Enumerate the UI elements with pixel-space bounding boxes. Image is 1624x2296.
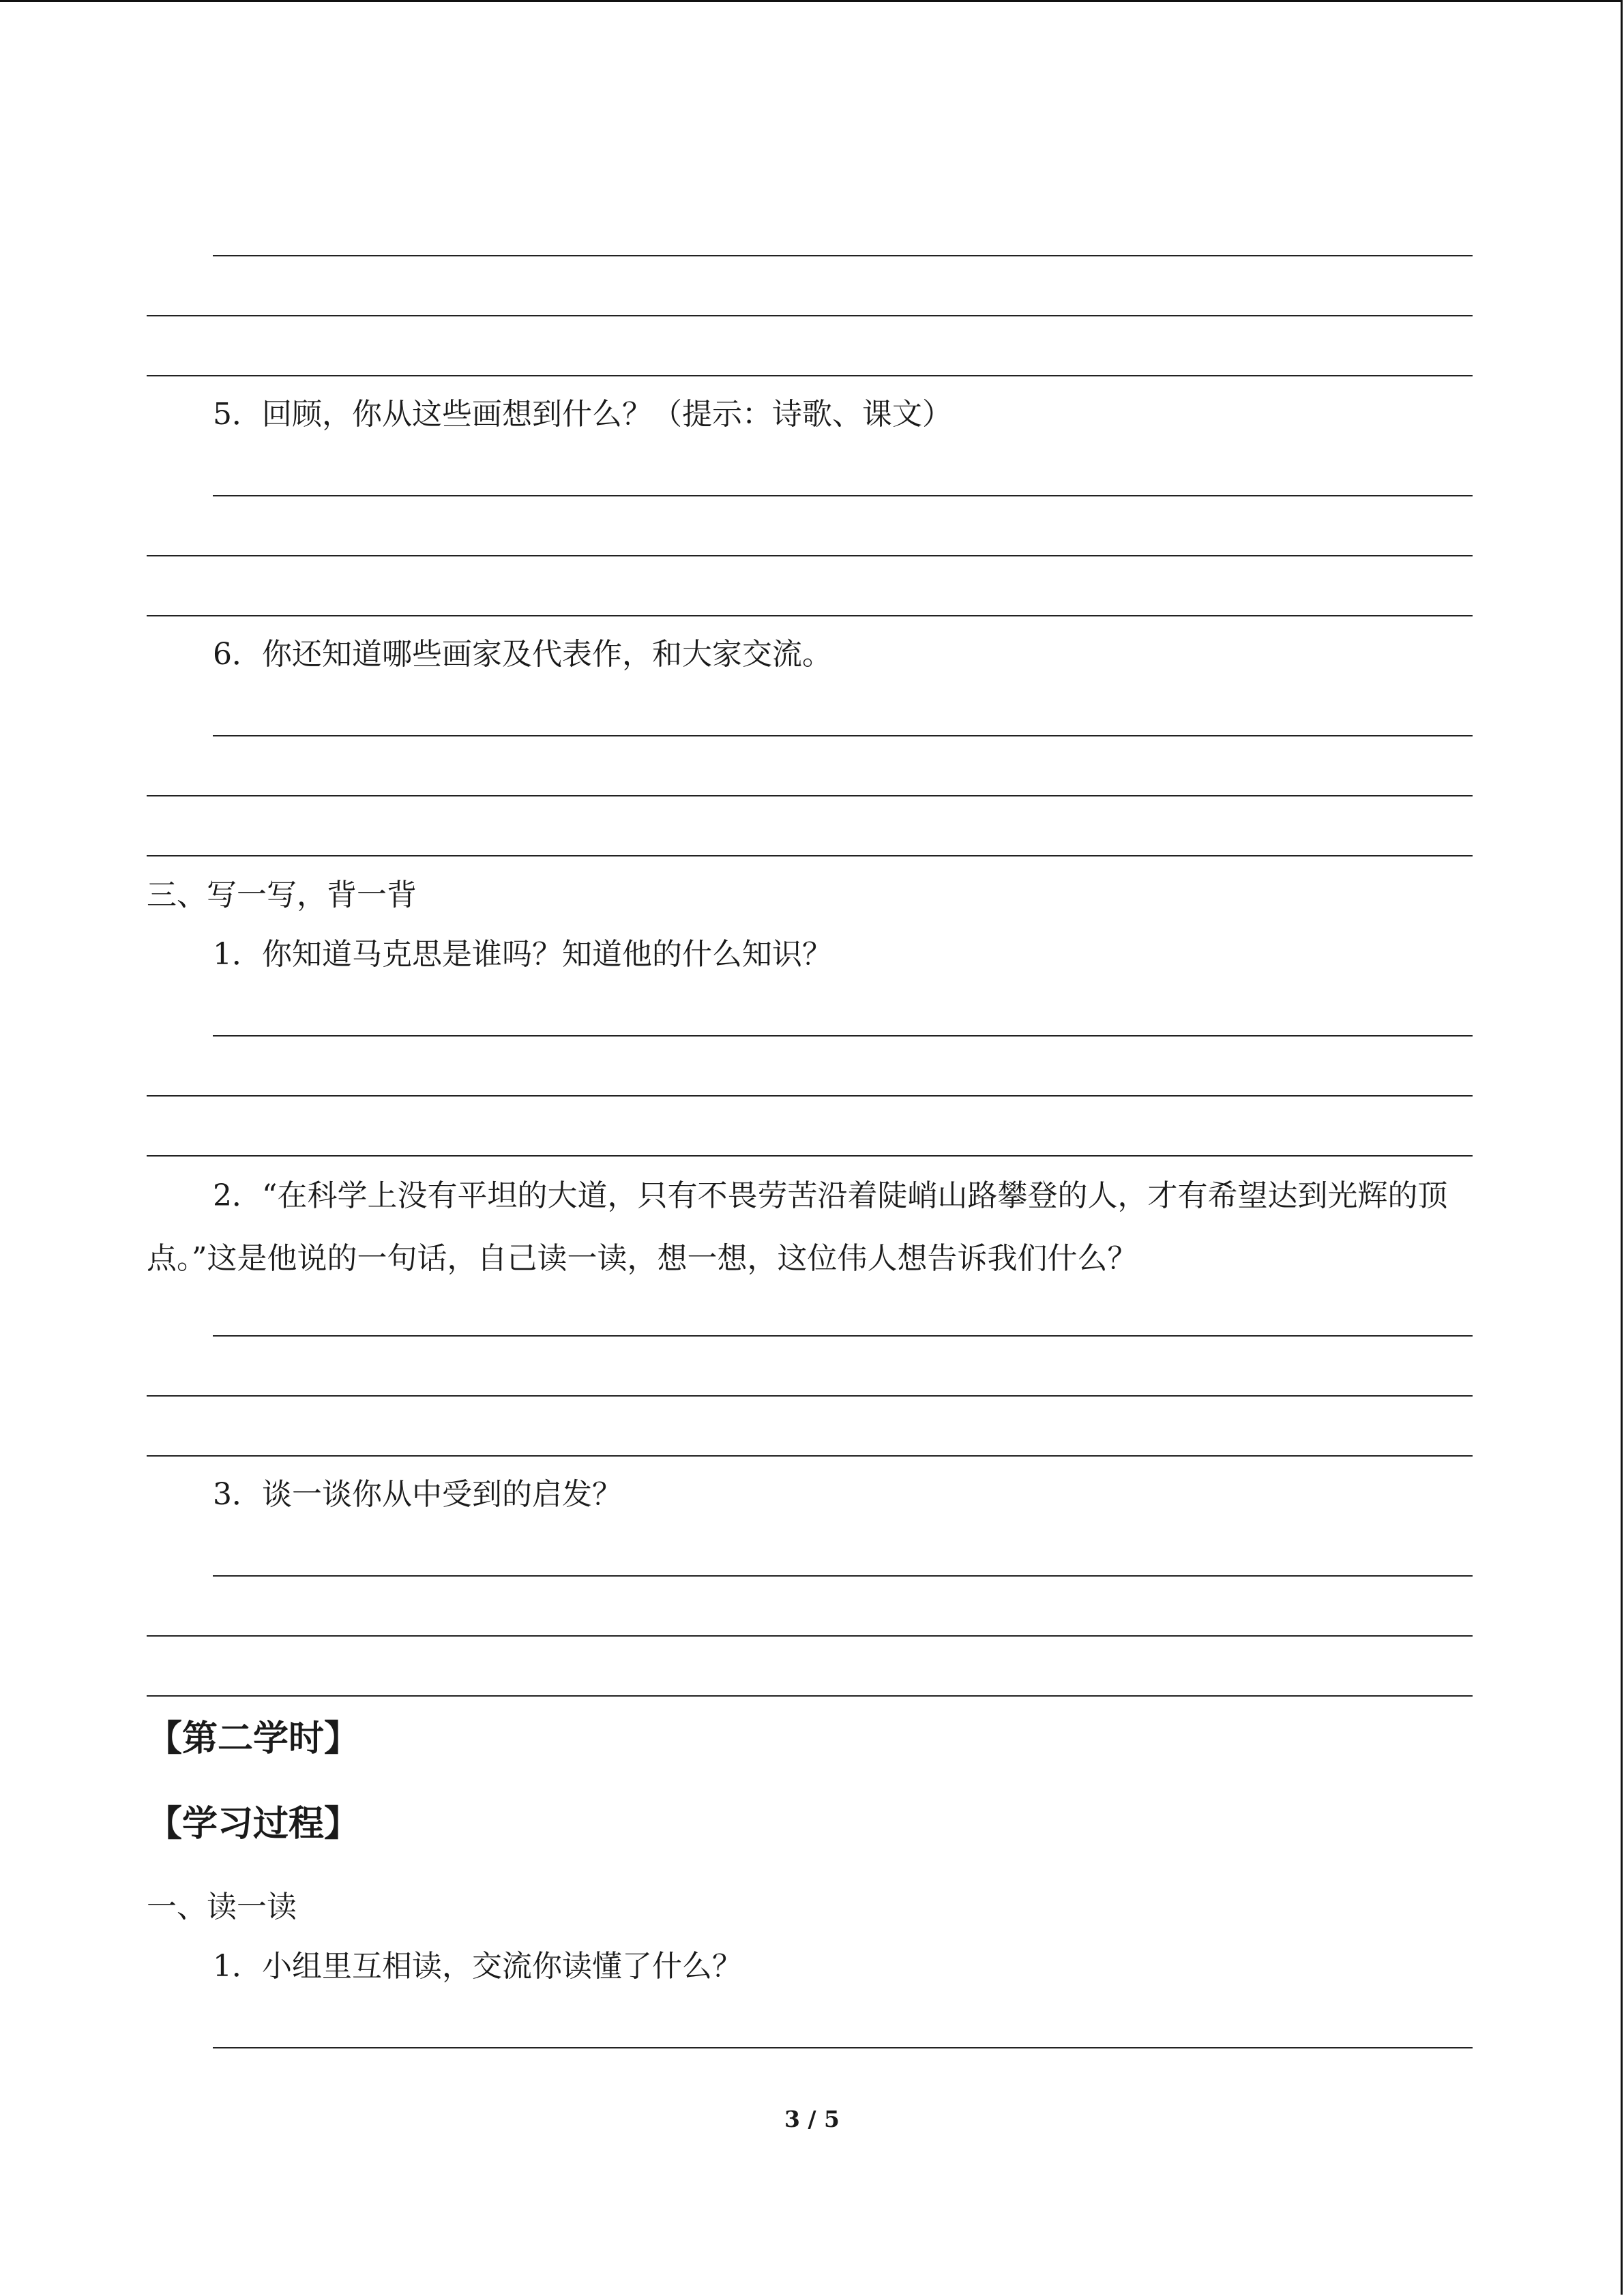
answer-line bbox=[213, 1035, 1473, 1037]
question-5: 5．回顾，你从这些画想到什么？（提示：诗歌、课文） bbox=[213, 397, 952, 432]
answer-line bbox=[147, 615, 1473, 616]
lesson-2-heading: 【第二学时】 bbox=[147, 1718, 360, 1759]
answer-line bbox=[147, 1155, 1473, 1157]
answer-line bbox=[147, 1095, 1473, 1097]
answer-line bbox=[213, 495, 1473, 496]
answer-line bbox=[147, 1455, 1473, 1457]
answer-line bbox=[213, 2047, 1473, 2048]
answer-line bbox=[147, 315, 1473, 316]
answer-line bbox=[213, 1575, 1473, 1577]
section-3-question-3: 3．谈一谈你从中受到的启发？ bbox=[213, 1477, 622, 1512]
question-6: 6．你还知道哪些画家及代表作，和大家交流。 bbox=[213, 637, 832, 672]
answer-line bbox=[147, 1635, 1473, 1637]
section-1-heading: 一、读一读 bbox=[147, 1890, 297, 1924]
answer-line bbox=[147, 555, 1473, 556]
section-3-heading: 三、写一写，背一背 bbox=[147, 878, 417, 912]
page-number: 3 / 5 bbox=[784, 2106, 840, 2132]
answer-line bbox=[213, 255, 1473, 256]
answer-line bbox=[213, 1335, 1473, 1337]
answer-line bbox=[147, 375, 1473, 376]
learning-process-heading: 【学习过程】 bbox=[147, 1804, 360, 1845]
answer-line bbox=[147, 1695, 1473, 1697]
section-3-question-1: 1．你知道马克思是谁吗？知道他的什么知识？ bbox=[213, 937, 832, 972]
answer-line bbox=[213, 735, 1473, 736]
section-1-question-1: 1．小组里互相读，交流你读懂了什么？ bbox=[213, 1949, 742, 1984]
answer-line bbox=[147, 1395, 1473, 1397]
answer-line bbox=[147, 795, 1473, 796]
section-3-question-2: 2．“在科学上没有平坦的大道，只有不畏劳苦沿着陡峭山路攀登的人，才有希望达到光辉的顶点。”这是他说的一句话，自己读一读，想一想，这位伟人想告诉我们什么？ bbox=[147, 1178, 1448, 1276]
answer-line bbox=[147, 855, 1473, 856]
